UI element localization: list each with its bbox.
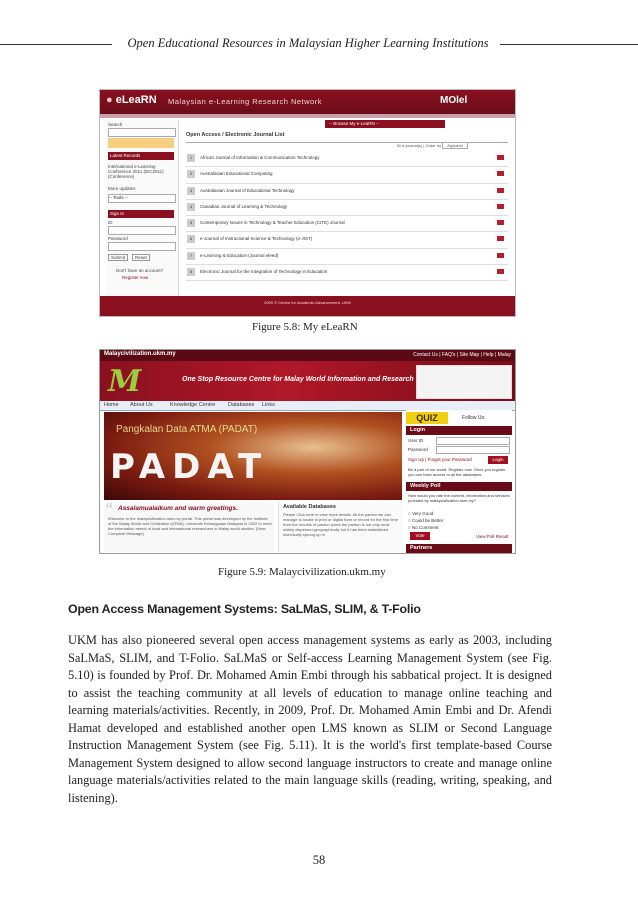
journal-row[interactable] (186, 151, 508, 167)
order-select[interactable]: Alphabet (442, 142, 468, 149)
password-field[interactable] (108, 242, 176, 251)
weekly-poll-header: Weekly Poll (406, 482, 512, 491)
paragraph-line: Management System designed to allow second language instructors to create and manage online (68, 755, 552, 770)
nav-knowledge[interactable]: Knowledge Centre (170, 402, 216, 408)
mc-right-panel (406, 410, 512, 552)
journal-list (186, 132, 508, 281)
browse-dropdown[interactable]: -- Browse My e-LeaRN -- (325, 120, 445, 128)
journal-row[interactable] (186, 216, 508, 232)
databases-box (278, 502, 403, 552)
no-account-text: Don't have an account? (116, 268, 164, 273)
journal-name[interactable]: African Journal of Information & Communication Technology (200, 155, 320, 160)
header-rule-left (0, 44, 112, 45)
password-label: Password (408, 447, 428, 452)
poll-question: How would you rate the content, information and services provided by malaycivilization.ukm.my? (408, 493, 510, 503)
more-updates-link[interactable]: More updates (108, 186, 136, 191)
be-part-text: Be a part of our world. Register now. Once you register you can have access to all the databases. (408, 467, 506, 477)
paragraph-line: SaLMaS, SLIM, and T-Folio. SaLMaS or Self-access Learning Management System (see Fig. (68, 650, 552, 665)
paragraph-line: to assist the teaching community at all levels of education to manage online teaching and (68, 685, 552, 700)
notice-box (108, 138, 174, 148)
padat-title: Pangkalan Data ATMA (PADAT) (116, 424, 258, 435)
header-rule-right (500, 44, 638, 45)
journal-link-icon[interactable] (497, 204, 504, 209)
password-label: Password (108, 236, 128, 241)
journal-link-icon[interactable] (497, 155, 504, 160)
databases-title: Available Databases (283, 504, 336, 510)
poll-option-2[interactable]: ○ Could be Better (408, 518, 444, 523)
paragraph-line: language materials/activities related to the main language skills (reading, writing, speaking, and (68, 773, 552, 787)
paragraph-line: learning materials/activities. Recently, in 2009, Prof. Dr. Mohamed Amin Embi and Dr. Afendi (68, 703, 552, 717)
quiz-badge[interactable]: QUIZ (406, 412, 448, 424)
journal-number: 2 (187, 170, 195, 178)
paragraph-line: 5.10) is founded by Prof. Dr. Mohamed Amin Embi through his sabbatical project. It is designed (68, 668, 552, 682)
sign-in-header: Sign In (108, 210, 174, 218)
journal-row[interactable] (186, 200, 508, 216)
mc-top-links[interactable]: Contact Us | FAQ's | Site Map | Help | Malay (413, 352, 511, 358)
mc-tagline: One Stop Resource Centre for Malay World Information and Research (182, 376, 414, 383)
journal-row[interactable] (186, 232, 508, 248)
follow-us: Follow Us: (462, 415, 486, 421)
journal-link-icon[interactable] (497, 220, 504, 225)
journal-number: 4 (187, 203, 195, 211)
journal-name[interactable]: Electronic Journal for the Integration of Technology in Education (200, 269, 328, 275)
mc-url: Malaycivilization.ukm.my (104, 351, 176, 357)
poll-option-1[interactable]: ○ Very Good (408, 511, 434, 516)
reset-button[interactable]: Reset (132, 254, 150, 261)
mc-topbar (100, 350, 515, 361)
journal-number: 1 (187, 154, 195, 162)
journal-name[interactable]: Australasian Educational Computing (200, 171, 273, 177)
databases-text: Please Click here to view more details. All the pantun we can manage to locate in print or digital form or record for the first time from the mouths of pantun poets the pantun is not only most widely dispersed geographically but it has been established historically sprung up in (283, 512, 398, 537)
user-id-label: User ID (408, 438, 424, 443)
paragraph-line: Hamat developed and established another open LMS known as SLIM or Second Language (68, 720, 552, 735)
signup-link[interactable]: Sign Up | Forgot your Password (408, 457, 472, 462)
elearn-logo: ● eLeaRN (106, 94, 157, 106)
elearn-topbar (100, 90, 515, 114)
nav-about[interactable]: About Us (130, 402, 153, 408)
padat-big: PADAT (110, 447, 269, 487)
journal-number: 3 (187, 187, 195, 195)
user-id-field[interactable] (436, 437, 510, 445)
running-header: Open Educational Resources in Malaysian Higher Learning Institutions (127, 36, 489, 50)
order-by-row: 30 e-journal(s) | Order by Alphabet (186, 143, 508, 151)
journal-number: 8 (187, 268, 195, 276)
body-paragraph (68, 632, 552, 807)
nav-databases[interactable]: Databases (228, 402, 255, 408)
search-input[interactable] (108, 128, 176, 137)
welcome-title: Assalamualaikum and warm greetings. (118, 505, 238, 512)
figure-5-9-caption: Figure 5.9: Malaycivilization.ukm.my (218, 566, 386, 578)
journal-name[interactable]: e-Learning & Education (Journal eleed) (200, 252, 279, 258)
journal-link-icon[interactable] (497, 269, 504, 274)
vote-button[interactable]: Vote (410, 532, 430, 540)
id-label: ID (108, 220, 113, 225)
login-button[interactable]: Login (488, 456, 508, 464)
poll-option-3[interactable]: ○ No Comment (408, 525, 439, 530)
journal-number: 7 (187, 252, 195, 260)
journal-link-icon[interactable] (497, 188, 504, 193)
partners-header: Partners (406, 544, 512, 553)
journal-row[interactable] (186, 184, 508, 200)
journal-name[interactable]: e-Journal of Instructional Science & Technology (e-JIST) (200, 236, 313, 242)
journal-name[interactable]: Contemporary Issues in Technology & Teacher Education (CITE) Journal (200, 220, 345, 226)
welcome-text: Welcome to the malaycivilization.ukm.my portal. This portal was developed by the Institute of the Malay World and Civilization (ATMA), Universiti Kebangsaan Malaysia in 2002 to meet the information needs of local and international researchers in Malay world studies. [View Complete Message] (108, 516, 272, 536)
elearn-footer: 2009 © Centre for Academic Advancement, UKM (100, 296, 515, 316)
password-field[interactable] (436, 446, 510, 454)
view-result-link[interactable]: View Poll Result (476, 534, 509, 539)
latest-record-item[interactable]: International e-Learning Conference 2011 (IEC2011) (Conference) (108, 164, 164, 179)
elearn-brand: MOlel (440, 95, 468, 106)
journal-number: 6 (187, 235, 195, 243)
journal-list-title: Open Access / Electronic Journal List (186, 132, 508, 143)
journal-row[interactable] (186, 167, 508, 183)
journal-link-icon[interactable] (497, 236, 504, 241)
journal-number: 5 (187, 219, 195, 227)
search-label: Search (108, 122, 123, 127)
elearn-subbar (100, 114, 515, 118)
tools-select[interactable]: -- Tools -- (108, 194, 176, 203)
journal-link-icon[interactable] (497, 253, 504, 258)
quote-icon: “ (106, 500, 113, 522)
journal-name[interactable]: Australasian Journal of Educational Technology (200, 187, 295, 193)
elearn-banner: Malaysian e-Learning Research Network (168, 97, 322, 106)
figure-5-8-caption: Figure 5.8: My eLeaRN (252, 321, 358, 333)
journal-link-icon[interactable] (497, 171, 504, 176)
welcome-box (104, 502, 274, 552)
paragraph-line: Instruction Management System (see Fig. 5.11). It is the world's first template-based Course (68, 738, 552, 752)
figure-5-8-screenshot (99, 89, 516, 317)
login-header: Login (406, 426, 512, 435)
id-field[interactable] (108, 226, 176, 235)
journal-row[interactable] (186, 249, 508, 265)
nav-home[interactable]: Home (104, 402, 119, 408)
mc-logo: M (108, 364, 142, 399)
journal-row[interactable] (186, 265, 508, 281)
paragraph-line: listening). (68, 790, 118, 805)
register-link[interactable]: Register now (122, 275, 149, 280)
section-heading: Open Access Management Systems: SaLMaS, SLIM, & T-Folio (68, 602, 421, 616)
submit-button[interactable]: Submit (108, 254, 128, 261)
journal-name[interactable]: Canadian Journal of Learning & Technology (200, 203, 288, 209)
elearn-sidebar (106, 120, 179, 296)
nav-links[interactable]: Links (262, 402, 275, 408)
latest-records-header: Latest Records (108, 152, 174, 160)
padat-banner-photo (104, 412, 402, 500)
figure-5-9-screenshot (99, 349, 516, 554)
mc-banner (100, 361, 515, 401)
university-logos (416, 365, 512, 399)
paragraph-line: UKM has also pioneered several open access management systems as early as 2003, including (68, 633, 552, 647)
page-number: 58 (312, 853, 326, 867)
